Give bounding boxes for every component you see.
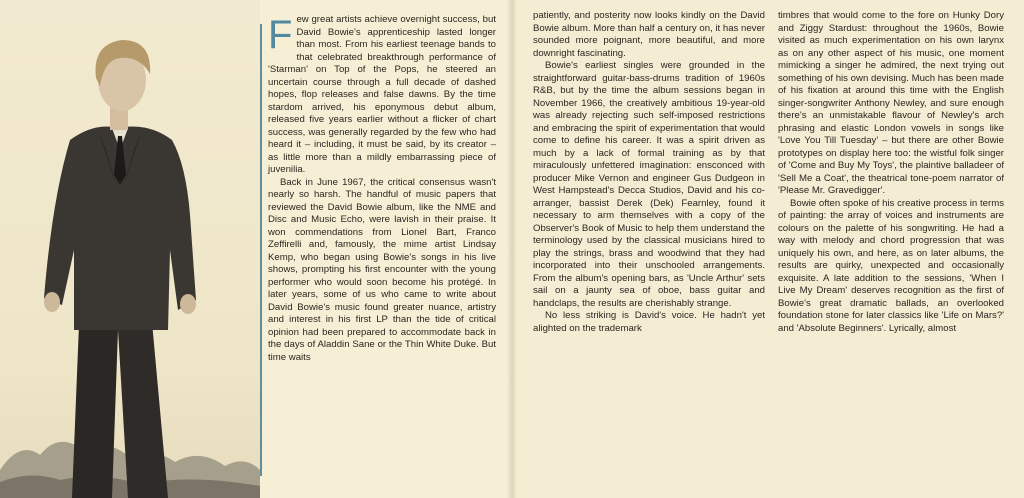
artist-photo xyxy=(0,0,260,498)
body-paragraph: Back in June 1967, the critical consensus wasn't nearly so harsh. The handful of music papers that reviewed the David Bowie album, like the NME and Disc and Music Echo, were lavish in their praise. It won commendations from Lionel Bart, Franco Zeffirelli and, famously, the mime artist Lindsay Kemp, who began using Bowie's songs in his live shows, prompting his first encounter with the young performer who would soon become his protégé. In later years, some of us who came to write about David Bowie's music found greater nuance, artistry and interest in his first LP than the tide of critical opinion had been prepared to accommodate back in the days of Aladdin Sane or the Thin White Duke. But time waits xyxy=(268,176,496,363)
body-paragraph: Bowie often spoke of his creative process in terms of painting: the array of voices and instruments are colours on the palette of his songwriting. He had a way with melody and chord progression that was uniquely his own, and here, as on later albums, the results are quirky, unexpected and occasionally exquisite. A late addition to the sessions, 'When I Live My Dream' deserves recognition as the first of Bowie's great dramatic ballads, an overlooked foundation stone for later classics like 'Life on Mars?' and 'Absolute Beginners'. Lyrically, almost xyxy=(778,197,1004,334)
left-text-column xyxy=(268,14,496,364)
paragraph-text: ew great artists achieve overnight success, but David Bowie's apprenticeship lasted longer than most. From his earliest teenage bands to that celebrated breakthrough performance of 'Starman' on Top of the Pops, he steered an uncertain course through a full decade of dashed hopes, flop releases and false dawns. By the time stardom arrived, his eponymous debut album, released five years earlier without a flicker of chart success, was generally regarded by the few who had heard it – including, it must be said, by its creator – as little more than a mildly embarrassing piece of juvenilia. xyxy=(268,14,496,175)
page-gutter xyxy=(507,0,517,498)
accent-rule xyxy=(260,24,262,476)
right-text-column-2 xyxy=(778,10,1004,335)
right-text-column-1 xyxy=(533,10,765,335)
body-paragraph: timbres that would come to the fore on Hunky Dory and Ziggy Stardust: throughout the 1960s, Bowie visited as much experimentation on his own larynx as on any other aspect of his music, one moment mimicking a singer he admired, the next trying out something of his own devising. Much has been made of his fixation at around this time with the English singer-songwriter Anthony Newley, and sure enough there's an unmistakable flavour of Newley's arch phrasing and elastic London vowels in songs like 'Love You Till Tuesday' – but there are other Bowie prototypes on display here too: the wistful folk singer of 'Come and Buy My Toys', the plaintive balladeer of 'Sell Me a Coat', the theatrical tone-poem narrator of 'Please Mr. Gravedigger'. xyxy=(778,10,1004,196)
body-paragraph: patiently, and posterity now looks kindly on the David Bowie album. More than half a century on, it has never sounded more poignant, more beautiful, and more downright fascinating. xyxy=(533,10,765,59)
drop-cap: F xyxy=(268,13,293,57)
body-paragraph: Bowie's earliest singles were grounded in the straightforward guitar-bass-drums tradition of 1960s R&B, but by the time the album sessions began in November 1966, the creatively ambitious 19-year-old was already rejecting such self-imposed restrictions and embracing the spirit of experimentation that would come to define his career. It was a spirit driven as much by a lack of formal training as by that miraculously unfettered imagination: ensconced with producer Mike Vernon and engineer Gus Dudgeon in West Hampstead's Decca Studios, David and his co-arranger, bassist Derek (Dek) Fearnley, found it necessary to arm themselves with a copy of the Observer's Book of Music to help them understand the terminology used by the classical musicians hired to play the strings, brass and woodwind that they had incorporated into their unschooled arrangements. From the album's opening bars, as 'Uncle Arthur' sets sail on a jaunty sea of oboe, bass guitar and handclaps, the results are cherishably strange. xyxy=(533,60,765,309)
intro-paragraph xyxy=(268,14,496,177)
portrait-figure-icon xyxy=(0,0,260,498)
body-paragraph: No less striking is David's voice. He hadn't yet alighted on the trademark xyxy=(533,310,765,334)
